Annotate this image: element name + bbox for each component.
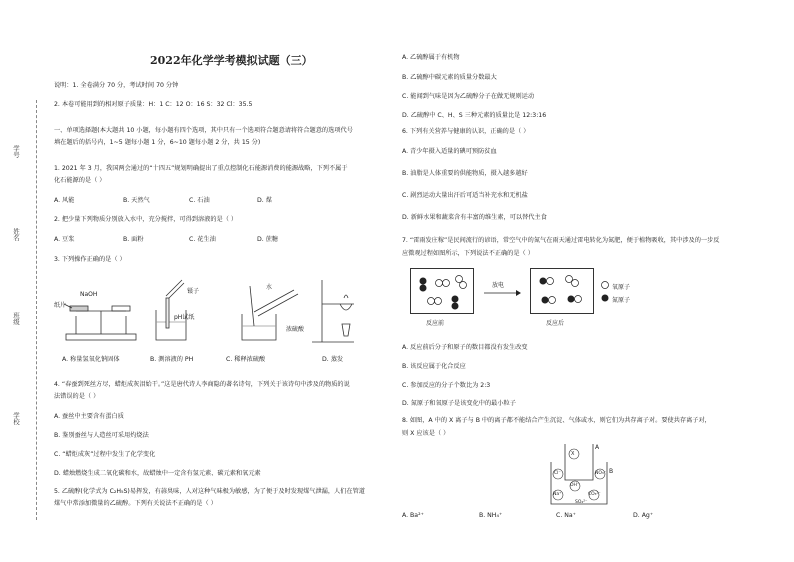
beaker-tweezers-icon: [156, 280, 186, 340]
ion-sulfate: SO₄²⁻: [575, 500, 588, 505]
option: B. 鉴别蚕丝与人造丝可采用灼烧法: [54, 432, 149, 439]
option: B. NH₄⁺: [479, 512, 503, 519]
option: C. 剧烈运动大量出汗后可适当补充水和无机盐: [402, 192, 528, 199]
fig-label-paper: 纸片: [54, 302, 67, 309]
caption-before: 反应前: [426, 320, 445, 327]
option: C. “蜡炬成灰”过程中发生了化学变化: [54, 451, 156, 458]
evaporation-icon: [312, 280, 354, 342]
option: B. 该反应属于化合反应: [402, 363, 466, 370]
fig-label-ph-paper: pH试纸: [174, 314, 195, 321]
option: A. Ba²⁺: [402, 512, 424, 519]
option: D. 新鲜水果和蔬菜含有丰富的维生素，可以替代主食: [402, 214, 547, 221]
option: A. 反应前后分子和原子的数目都没有发生改变: [402, 344, 528, 351]
question-4-text: 法错误的是（ ）: [54, 393, 100, 400]
option: B. 测溶液的 PH: [150, 356, 194, 363]
ion-x: X: [571, 451, 575, 457]
caption-after: 反应后: [546, 320, 565, 327]
legend-nitrogen: 氮原子: [612, 297, 631, 304]
question-6-text: 6. 下列有关营养与健康的认识，正确的是（ ）: [402, 128, 530, 135]
ion-chloride: Cl⁻: [554, 471, 561, 476]
question-1-text: 1. 2021 年 3 月，我国两会通过的“十四五”规划明确提出了重点控制化石能源消费的能源战略，下列不属于: [54, 165, 348, 172]
lab-apparatus-drawing: [54, 276, 374, 350]
question-2-text: 2. 把少量下列物质分别放入水中，充分搅拌，可得到溶液的是（ ）: [54, 216, 238, 223]
question-4-text: 4. “春蚕到死丝方尽，蜡炬成灰泪始干。”这是唐代诗人李商隐的著名诗句，下列关于该诗句中涉及的物质的说: [54, 381, 350, 388]
before-molecules: [411, 269, 473, 313]
option: D. 煤: [257, 197, 272, 204]
ion-nitrate: NO₃⁻: [595, 471, 607, 476]
legend-atom-icons: [600, 280, 610, 306]
instruction-line: 说明：1. 全卷满分 70 分，考试时间 70 分钟: [54, 82, 179, 89]
fig-label-naoh: NaOH: [80, 291, 98, 298]
instruction-line: 2. 本卷可能用到的相对原子质量：H：1 C：12 O：16 S：32 Cl：35.5: [54, 101, 253, 108]
question-5-text: 煤气中常添加微量的乙硫醇。下列有关说法不正确的是（ ）: [54, 500, 217, 507]
option: B. 油脂是人体重要的供能物质，摄入越多越好: [402, 170, 528, 177]
option: C. 石油: [189, 197, 210, 204]
question-8-text: 8. 如图，A 中的 X 离子与 B 中的离子都不能结合产生沉淀、气体或水，则它们为共存离子对。要使共存离子对，: [402, 417, 711, 424]
before-reaction-box: [410, 268, 474, 314]
option: C. Na⁺: [556, 512, 576, 519]
question-5-text: 5. 乙硫醇(化学式为 C₂H₅S)易挥发，有蒜臭味，人对这种气味极为敏感，为了便于及时发现煤气泄漏，人们在管道: [54, 488, 365, 495]
option: C. 参加反应的分子个数比为 2:3: [402, 382, 491, 389]
page-title: 2022年化学学考模拟试题（三）: [150, 54, 313, 67]
reaction-arrow-icon: [482, 288, 522, 298]
caption-discharge: 放电: [492, 282, 505, 289]
ion-hydroxide: OH⁻: [570, 483, 580, 488]
option: B. 天然气: [123, 197, 150, 204]
option: B. 乙硫醇中碳元素的质量分数最大: [402, 74, 497, 81]
option: D. 蔗糖: [257, 236, 279, 243]
binding-dashed-line: [36, 100, 37, 520]
ion-sodium: Na⁺: [553, 492, 562, 497]
option: D. 乙硫醇中 C、H、S 三种元素的质量比是 12:3:16: [402, 112, 547, 119]
after-molecules: [531, 269, 593, 313]
question-3-text: 3. 下列操作正确的是（ ）: [54, 256, 126, 263]
option: A. 豆浆: [54, 236, 75, 243]
question-7-text: 应微观过程如图所示，下列说法不正确的是（ ）: [402, 250, 534, 257]
option: A. 称量氢氧化钠固体: [62, 356, 120, 363]
option: A. 青少年摄入适量的碘可预防贫血: [402, 148, 497, 155]
fig-label-tweezers: 镊子: [187, 288, 200, 295]
section-heading: 一、单项选择题(本大题共 10 小题，每小题有四个选项，其中只有一个选项符合题意请将符合题意的选项代号: [54, 127, 353, 134]
option: A. 风能: [54, 197, 75, 204]
margin-label-class: 班级: [12, 312, 20, 325]
option: A. 乙硫醇属于有机物: [402, 54, 460, 61]
question-8-text: 则 X 应该是（ ）: [402, 430, 450, 437]
ion-beaker-figure: [545, 440, 615, 508]
balance-icon: [64, 304, 136, 340]
option: D. 氮原子和氧原子是该变化中的最小粒子: [402, 400, 516, 407]
option: B. 面粉: [123, 236, 144, 243]
option: C. 稀释浓硫酸: [226, 356, 266, 363]
option: D. 蒸发: [322, 356, 344, 363]
option: D. Ag⁺: [633, 512, 654, 519]
question-1-text: 化石能源的是（ ）: [54, 177, 106, 184]
option: A. 蚕丝中主要含有蛋白质: [54, 413, 124, 420]
question-7-text: 7. “雷雨发庄稼”是民间流行的谚语，常空气中的氮气在雨天通过雷电转化为氮肥，便于植物吸收，其中涉及的一步反: [402, 237, 720, 244]
margin-label-name: 姓名: [12, 228, 20, 241]
margin-label-student-id: 学号: [12, 145, 20, 158]
lab-apparatus-figure: [54, 276, 374, 352]
section-heading: 填在题后的括号内，1~5 题每小题 1 分，6~10 题每小题 2 分，共 15 分): [54, 139, 261, 146]
fig-label-water: 水: [266, 284, 273, 291]
option: C. 能闻到气味是因为乙硫醇分子在做无规则运动: [402, 93, 535, 100]
option: C. 花生油: [189, 236, 216, 243]
reaction-microscopic-figure: [410, 268, 660, 332]
ion-carbonate: CO₃²⁻: [588, 492, 601, 497]
label-b: B: [609, 468, 614, 475]
legend-oxygen: 氧原子: [612, 284, 631, 291]
after-reaction-box: [530, 268, 594, 314]
fig-label-sulfuric-acid: 浓硫酸: [286, 326, 305, 333]
label-a: A: [595, 444, 600, 451]
option: D. 蜡烛燃烧生成二氧化碳和水，故蜡烛中一定含有氢元素、碳元素和氧元素: [54, 470, 261, 477]
margin-label-school: 学校: [12, 412, 20, 425]
